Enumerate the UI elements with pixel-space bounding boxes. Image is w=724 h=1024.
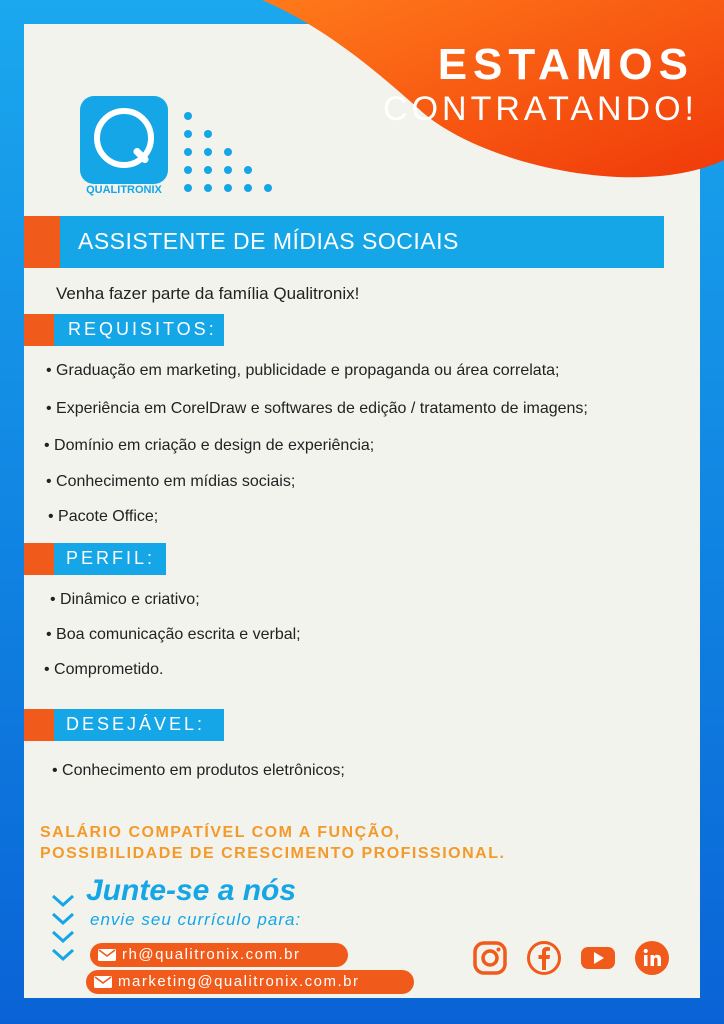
section-desejavel bbox=[24, 709, 224, 741]
salary-line-1: SALÁRIO COMPATÍVEL COM A FUNÇÃO, bbox=[40, 824, 401, 841]
list-item: • Boa comunicação escrita e verbal; bbox=[46, 626, 301, 643]
youtube-icon[interactable] bbox=[580, 940, 616, 976]
intro-text: Venha fazer parte da família Qualitronix! bbox=[56, 284, 360, 303]
logo-name: QUALITRONIX bbox=[86, 184, 162, 196]
salary-text bbox=[40, 822, 505, 864]
dot-pattern bbox=[184, 112, 284, 202]
section-perfil bbox=[24, 543, 166, 575]
job-title: ASSISTENTE DE MÍDIAS SOCIAIS bbox=[78, 228, 459, 254]
facebook-icon[interactable] bbox=[526, 940, 562, 976]
join-heading: Junte-se a nós bbox=[86, 874, 297, 907]
section-label: PERFIL: bbox=[66, 548, 156, 568]
section-requisitos bbox=[24, 314, 224, 346]
envelope-icon bbox=[98, 949, 116, 961]
section-label: REQUISITOS: bbox=[68, 319, 217, 339]
email-text: rh@qualitronix.com.br bbox=[122, 946, 301, 963]
email-text: marketing@qualitronix.com.br bbox=[118, 973, 360, 990]
list-item: • Experiência em CorelDraw e softwares de edição / tratamento de imagens; bbox=[46, 400, 588, 417]
salary-line-2: POSSIBILIDADE DE CRESCIMENTO PROFISSIONAL. bbox=[40, 845, 506, 862]
email-link-rh[interactable] bbox=[90, 943, 348, 967]
list-item: • Conhecimento em produtos eletrônicos; bbox=[52, 762, 345, 779]
list-item: • Pacote Office; bbox=[48, 508, 159, 525]
linkedin-icon[interactable] bbox=[634, 940, 670, 976]
email-link-marketing[interactable] bbox=[86, 970, 414, 994]
list-item: • Conhecimento em mídias sociais; bbox=[46, 473, 296, 490]
logo-box bbox=[80, 96, 168, 184]
section-label: DESEJÁVEL: bbox=[66, 714, 206, 734]
instagram-icon[interactable] bbox=[472, 940, 508, 976]
send-cv-text: envie seu currículo para: bbox=[90, 910, 302, 929]
hiring-heading: ESTAMOS bbox=[437, 40, 694, 89]
chevron-down-icon bbox=[50, 892, 76, 964]
list-item: • Domínio em criação e design de experiência; bbox=[44, 437, 375, 454]
job-title-bar bbox=[24, 216, 664, 268]
list-item: • Graduação em marketing, publicidade e propaganda ou área correlata; bbox=[46, 362, 560, 379]
list-item: • Dinâmico e criativo; bbox=[50, 591, 200, 608]
company-logo bbox=[80, 96, 168, 198]
list-item: • Comprometido. bbox=[44, 661, 164, 678]
envelope-icon bbox=[94, 976, 112, 988]
hiring-subheading: CONTRATANDO! bbox=[383, 90, 698, 128]
